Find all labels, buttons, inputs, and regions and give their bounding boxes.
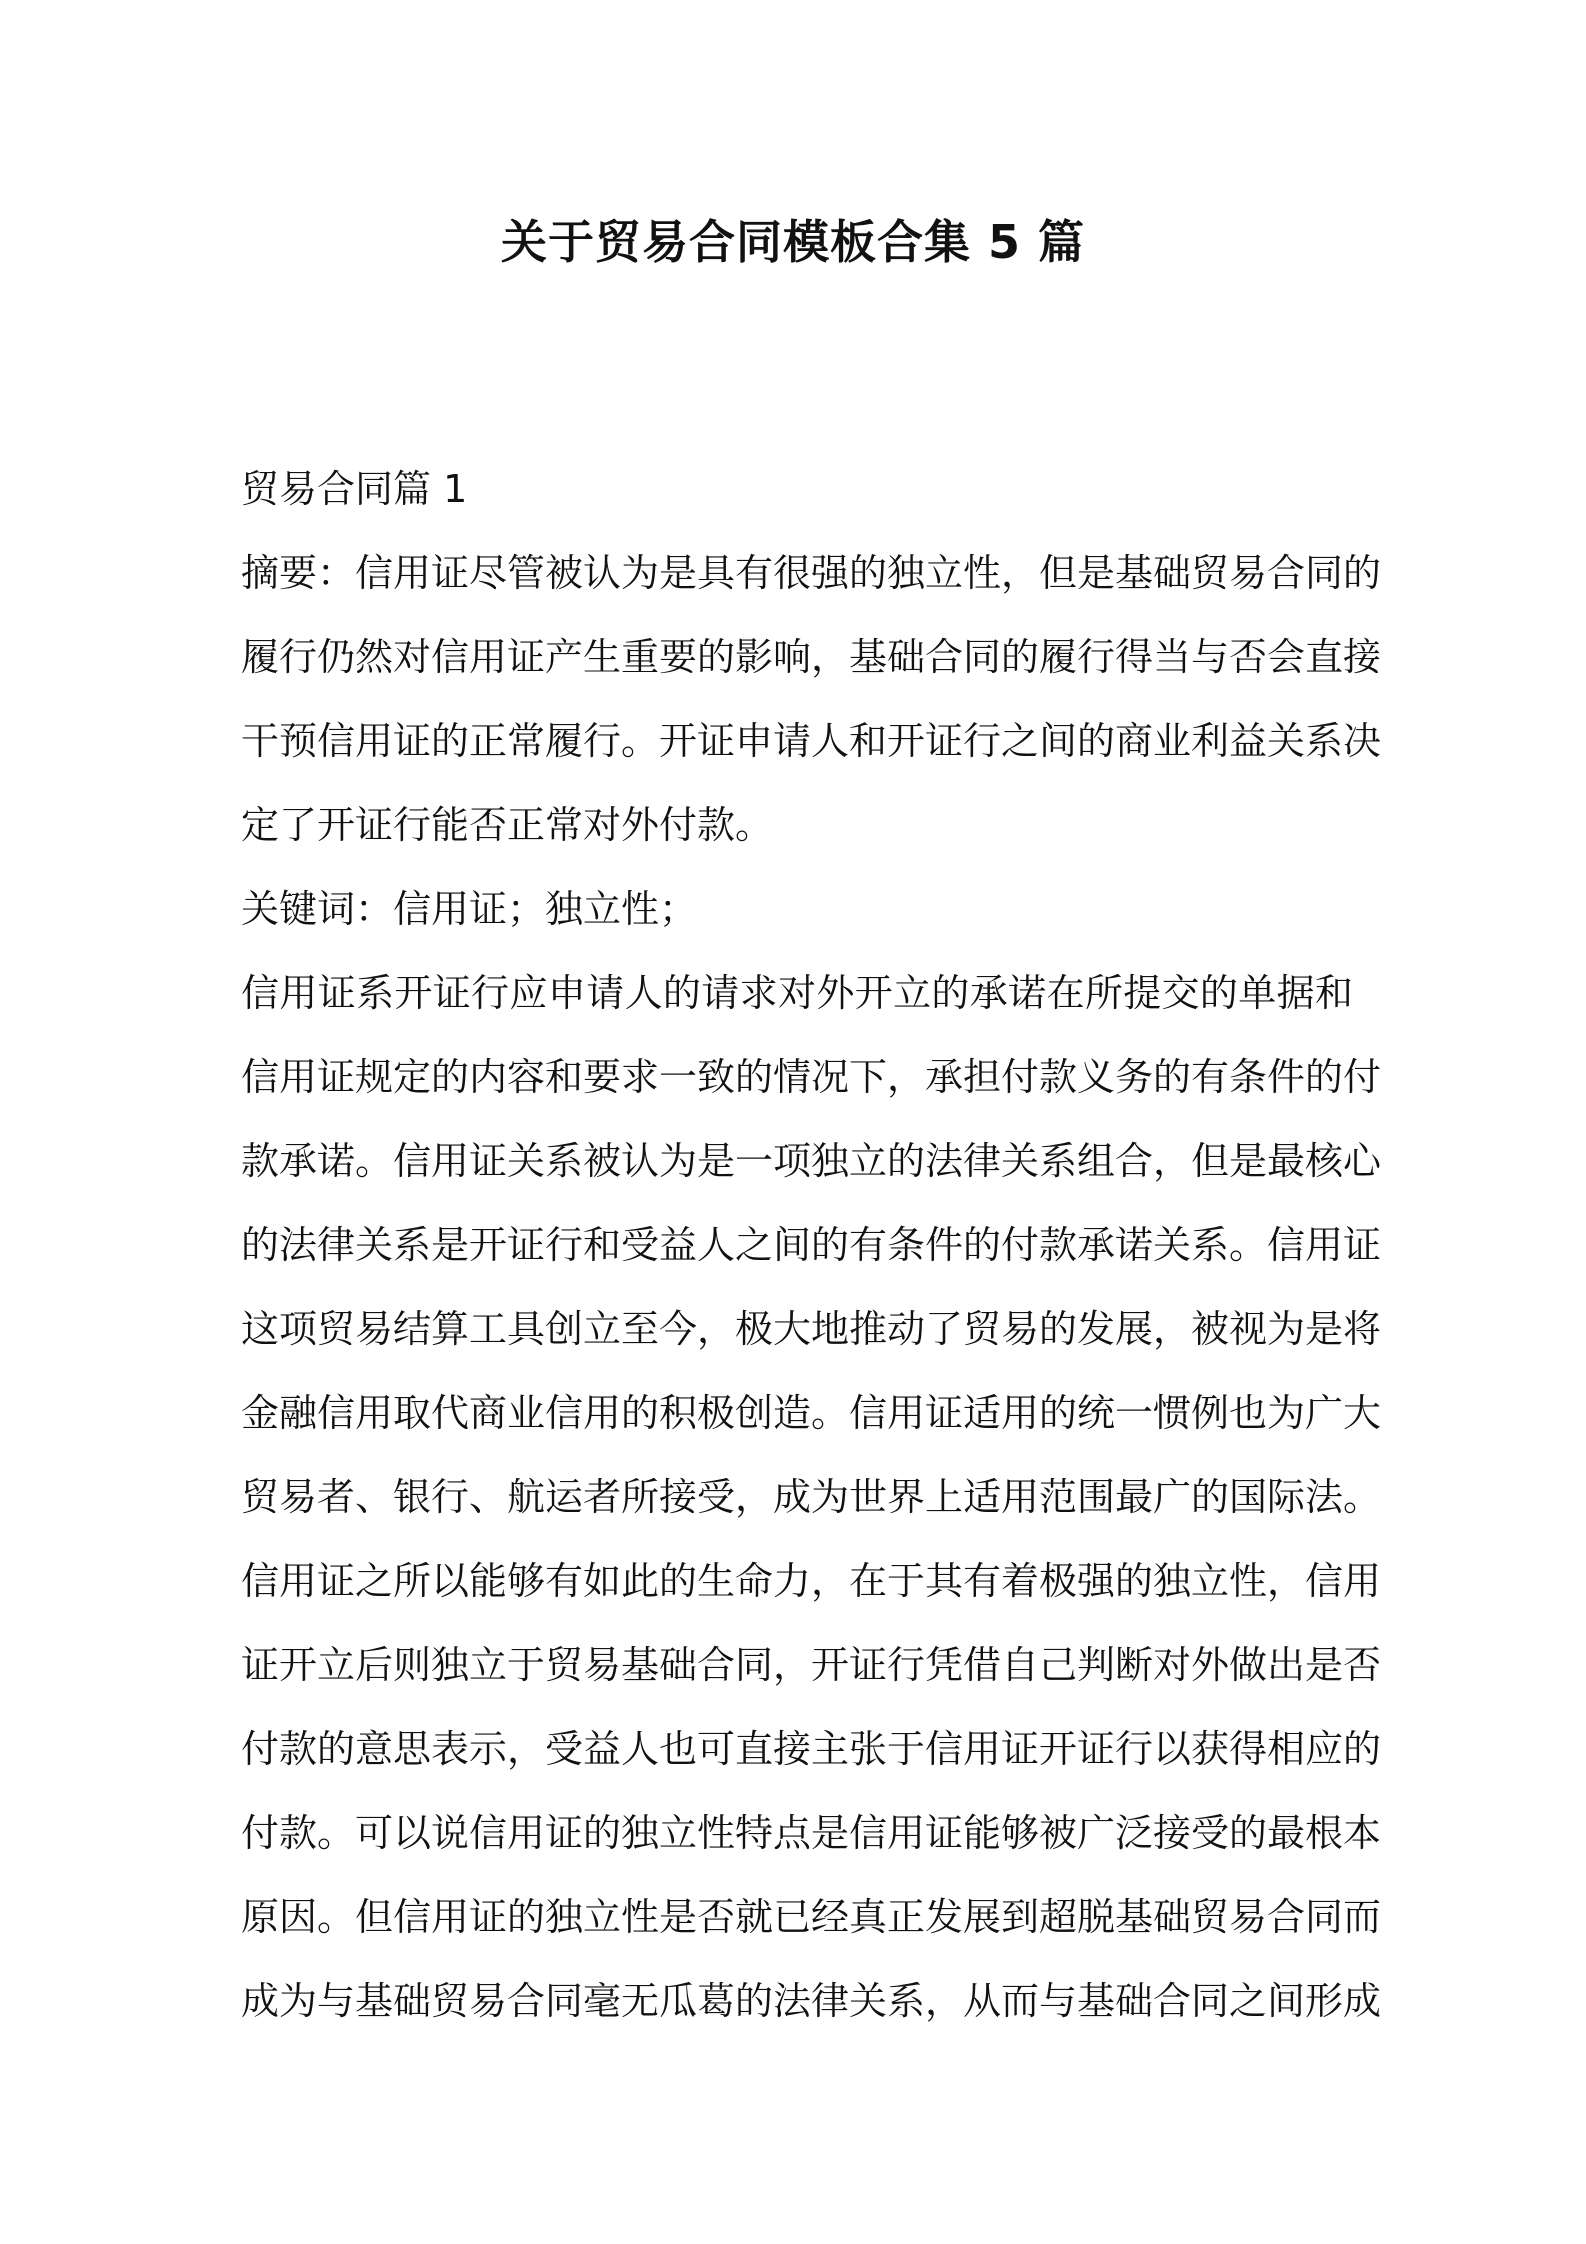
paragraph-line: 信用证之所以能够有如此的生命力，在于其有着极强的独立性，信用 [241, 1559, 1382, 1603]
paragraph-line: 这项贸易结算工具创立至今，极大地推动了贸易的发展，被视为是将 [241, 1307, 1382, 1351]
paragraph-line: 原因。但信用证的独立性是否就已经真正发展到超脱基础贸易合同而 [241, 1895, 1382, 1939]
paragraph-line: 付款。可以说信用证的独立性特点是信用证能够被广泛接受的最根本 [241, 1811, 1382, 1855]
paragraph-line: 信用证系开证行应申请人的请求对外开立的承诺在所提交的单据和 [241, 971, 1353, 1015]
abstract-line: 定了开证行能否正常对外付款。 [241, 803, 774, 847]
page-title: 关于贸易合同模板合集 5 篇 [500, 215, 1086, 269]
paragraph-line: 成为与基础贸易合同毫无瓜葛的法律关系，从而与基础合同之间形成 [241, 1979, 1382, 2023]
paragraph-line: 证开立后则独立于贸易基础合同，开证行凭借自己判断对外做出是否 [241, 1643, 1382, 1687]
keywords-line: 关键词：信用证；独立性； [241, 887, 698, 931]
abstract-line: 干预信用证的正常履行。开证申请人和开证行之间的商业利益关系决 [241, 719, 1382, 763]
paragraph-line: 金融信用取代商业信用的积极创造。信用证适用的统一惯例也为广大 [241, 1391, 1382, 1435]
paragraph-line: 付款的意思表示，受益人也可直接主张于信用证开证行以获得相应的 [241, 1727, 1382, 1771]
section-heading: 贸易合同篇 1 [241, 467, 468, 511]
document-body [241, 447, 1382, 2043]
abstract-line: 履行仍然对信用证产生重要的影响，基础合同的履行得当与否会直接 [241, 635, 1382, 679]
abstract-line: 摘要：信用证尽管被认为是具有很强的独立性，但是基础贸易合同的 [241, 551, 1382, 595]
paragraph-line: 的法律关系是开证行和受益人之间的有条件的付款承诺关系。信用证 [241, 1223, 1382, 1267]
paragraph-line: 贸易者、银行、航运者所接受，成为世界上适用范围最广的国际法。 [241, 1475, 1382, 1519]
paragraph-line: 款承诺。信用证关系被认为是一项独立的法律关系组合，但是最核心 [241, 1139, 1382, 1183]
paragraph-line: 信用证规定的内容和要求一致的情况下，承担付款义务的有条件的付 [241, 1055, 1382, 1099]
